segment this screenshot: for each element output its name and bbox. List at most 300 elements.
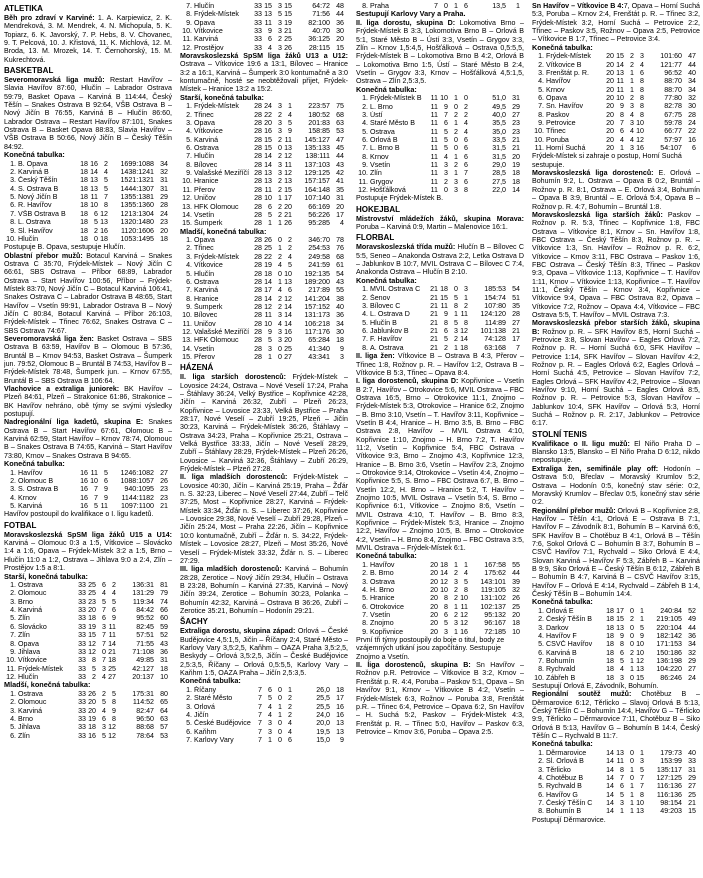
cell-v: 1 [630, 807, 634, 816]
cell-v: 12 [284, 169, 292, 178]
cell-v: 13 [90, 176, 98, 185]
cell-pt: 63 [160, 714, 168, 723]
cell-v: 14 [440, 569, 448, 578]
cell-pt: 16 [336, 702, 344, 711]
cell-pt: 23 [512, 127, 520, 136]
cell-v: 1 [620, 144, 624, 153]
cell-sc: 59:78 [664, 119, 682, 128]
cell-v: 5 [444, 136, 448, 144]
cell-v: 3 [278, 160, 282, 169]
cell-nm: Rychvald B [546, 782, 582, 791]
cell-n: 5. [10, 193, 16, 202]
cell-sc: 82:78 [664, 102, 682, 111]
cell-sc: 20,0 [316, 719, 330, 728]
cell-nm: Karviná [18, 502, 43, 511]
cell-sc: 15,0 [316, 735, 330, 744]
cell-n: 9. [10, 647, 16, 656]
cell-v: 2 [454, 110, 458, 119]
cell-v: 3 [454, 177, 458, 186]
cell-v: 7 [258, 719, 262, 728]
cell-sc: 49:203 [660, 807, 682, 816]
cell-n: 7. [186, 152, 192, 161]
cell-nm: Zábřeh B [546, 673, 576, 682]
standings-table-row [180, 136, 348, 144]
cell-pt: 35 [512, 302, 520, 311]
cell-v: 20 [430, 586, 438, 595]
standings-table-row [4, 698, 172, 706]
cell-v: 20 [430, 627, 438, 636]
cell-n: 13. [182, 336, 192, 345]
cell-sc: 240:84 [660, 606, 682, 615]
cell-v: 33 [78, 639, 86, 648]
cell-v: 6 [102, 714, 106, 723]
cell-v: 18 [606, 623, 614, 632]
note-text: Postupují Děrmarovice. [532, 815, 606, 824]
cell-pt: 18 [160, 664, 168, 673]
cell-v: 2 [454, 335, 458, 344]
cell-sc: 241:59 [308, 261, 330, 270]
cell-v: 3 [444, 161, 448, 170]
standings-table [180, 686, 348, 744]
cell-sc: 121:77 [660, 60, 682, 69]
cell-v: 20 [88, 698, 96, 707]
cell-v: 28 [254, 336, 262, 345]
cell-n: 1. [362, 561, 368, 569]
cell-pt: 28 [512, 310, 520, 319]
cell-v: 11 [460, 310, 468, 319]
cell-nm: Petrovice [546, 119, 576, 128]
cell-n: 12. [182, 43, 192, 52]
cell-n: 1. [538, 606, 544, 615]
cell-sc: 102:137 [480, 602, 506, 611]
cell-v: 1 [640, 615, 644, 624]
cell-v: 28 [254, 127, 262, 136]
cell-v: 5 [268, 336, 272, 345]
results-paragraph-lead: Extraliga žen, semifinále play off: [532, 464, 659, 473]
cell-sc: 101:60 [660, 52, 682, 61]
cell-v: 18 [606, 665, 614, 674]
cell-sc: 104:220 [656, 665, 682, 674]
cell-v: 13 [636, 807, 644, 816]
results-paragraph: Oblastní přebor mužů: Botacul Karviná – Snakes Ostrava C 35:70, Frýdek-Místek – Nový Jičín C 66:61, SBS Ostrava – Příbor 68:89, Labrador Ostrava – Start Havířov 100:56, Příbor – Frýdek-Místek 83:70, Nový Jičín C – Botacul Karviná 106:41, Snakes Ostrava C – Labrador Ostrava B 48:65, Start Havířov – Vsetín 99:91, Labrador Ostrava B – Nový Jičín C 80:84, Botacul Karviná – Příbor 26:103, Frýdek-Místek – Třinec 76:62, Snakes Ostrava C – SBS Ostrava 74:67. [4, 251, 172, 335]
standings-table-row [532, 52, 700, 60]
cell-n: 9. [186, 18, 192, 27]
cell-v: 6 [464, 2, 468, 10]
cell-v: 20 [430, 619, 438, 628]
cell-v: 7 [102, 631, 106, 640]
cell-v: 8 [92, 656, 96, 665]
standings-table-row [356, 335, 524, 343]
cell-nm: Bohumín [546, 656, 575, 665]
cell-v: 2 [288, 236, 292, 245]
cell-n: 2. [362, 293, 368, 302]
cell-pt: 23 [160, 485, 168, 494]
cell-v: 20 [88, 606, 96, 615]
standings-table [4, 690, 172, 740]
cell-v: 1 [454, 627, 458, 636]
cell-n: 9. [362, 161, 368, 170]
cell-v: 2 [278, 185, 282, 194]
cell-pt: 29 [160, 193, 168, 202]
cell-v: 18 [80, 159, 88, 168]
cell-v: 0 [630, 673, 634, 682]
cell-v: 24 [264, 102, 272, 111]
standings-table-row [180, 194, 348, 202]
cell-nm: Kaňhm [194, 727, 217, 736]
cell-n: 1. [538, 52, 544, 61]
standings-table-row [180, 44, 348, 52]
cell-pt: 35 [336, 185, 344, 194]
cell-pt: 33 [688, 757, 696, 766]
cell-v: 15 [616, 615, 624, 624]
cell-pt: 6 [692, 144, 696, 153]
cell-v: 12 [88, 639, 96, 648]
cell-sc: 192:135 [304, 269, 330, 278]
results-paragraph: Nadregionální liga kadetů, skupina E: Snakes Ostrava B – Start Havířov 67:61, Olomouc B – Karviná 62:59, Start Havířov – Krnov 78:74, Olomouc B – Snakes Ostrava B 74:65, Karviná – Start Havířov 73:80, Krnov – Snakes Ostrava B 94:65. [4, 418, 172, 460]
cell-n: 3. [538, 623, 544, 632]
cell-v: 28 [254, 135, 262, 144]
cell-v: 33 [78, 647, 86, 656]
results-paragraph: Severomoravská liga mužů: Restart Havířov – Slavia Havířov 87:60, Hlučín – Labrador Ostrava 59:79, Basket Opava – Karviná B 114:44, Český Těšín – Snakes Ostrava B 92:64, VŠB Ostrava B – Nový Jičín B 76:55, Karviná B – Hlučín 86:60, Labrador Ostrava – Restart Havířov 87:101, Snakes Ostrava B – Basket Opava 88:83, Slavia Havířov – VŠB Ostrava B 50:66, Nový Jičín B – Český Těšín 84:92. [4, 76, 172, 151]
cell-v: 8 [464, 186, 468, 195]
cell-nm: Děrmarovice [546, 749, 587, 757]
cell-v: 33 [78, 664, 86, 673]
cell-v: 18 [80, 201, 88, 210]
cell-v: 4 [268, 710, 272, 719]
cell-v: 18 [80, 193, 88, 202]
cell-v: 20 [430, 611, 438, 620]
cell-v: 2 [288, 694, 292, 703]
cell-v: 0 [278, 344, 282, 353]
cell-v: 11 [616, 85, 624, 94]
cell-v: 33 [254, 27, 262, 36]
cell-v: 7 [258, 702, 262, 711]
cell-nm: A. Ostrava [370, 343, 404, 352]
cell-n: 1. [362, 94, 368, 103]
cell-v: 7 [434, 2, 438, 10]
cell-v: 12 [440, 577, 448, 586]
cell-v: 33 [78, 589, 86, 598]
cell-sc: 88:68 [136, 723, 154, 732]
cell-v: 3 [278, 43, 282, 52]
cell-v: 18 [606, 656, 614, 665]
cell-v: 0 [278, 144, 282, 153]
cell-v: 2 [278, 210, 282, 219]
cell-sc: 1053:1495 [120, 234, 154, 243]
cell-v: 16 [460, 627, 468, 636]
cell-sc: 31,5 [492, 144, 506, 153]
cell-nm: S. Ostrava B [18, 485, 59, 494]
cell-sc: 220:104 [656, 623, 682, 632]
cell-nm: Olomouc [18, 589, 47, 598]
cell-v: 2 [444, 343, 448, 352]
standings-table-row [532, 119, 700, 127]
cell-v: 5 [268, 210, 272, 219]
cell-v: 8 [640, 77, 644, 86]
cell-v: 17 [616, 606, 624, 615]
cell-v: 9 [620, 102, 624, 111]
standings-table-row [180, 345, 348, 353]
cell-pt: 41 [336, 177, 344, 186]
cell-n: 3. [186, 252, 192, 261]
cell-n: 9. [538, 119, 544, 128]
cell-n: 4. [538, 774, 544, 783]
cell-v: 2 [278, 202, 282, 211]
cell-nm: Karviná [194, 35, 219, 44]
cell-pt: 44 [336, 152, 344, 161]
cell-v: 13 [284, 177, 292, 186]
cell-v: 11 [264, 311, 272, 320]
cell-v: 16 [80, 502, 88, 511]
cell-v: 11 [430, 169, 438, 178]
cell-sc: 127:125 [656, 774, 682, 783]
standings-table [532, 52, 700, 152]
cell-pt: 23 [160, 493, 168, 502]
standings-table-row [4, 715, 172, 723]
results-paragraph-lead: Běh pro zdraví v Karviné: [4, 14, 95, 22]
cell-sc: 157:157 [304, 177, 330, 186]
cell-v: 3 [630, 144, 634, 153]
cell-pt: 31 [160, 184, 168, 193]
cell-v: 3 [278, 119, 282, 128]
cell-pt: 32 [688, 648, 696, 657]
cell-v: 2 [630, 648, 634, 657]
cell-v: 7 [620, 774, 624, 783]
standings-table-row [4, 210, 172, 218]
cell-v: 22 [264, 110, 272, 119]
standings-table-row [180, 253, 348, 261]
cell-v: 11 [100, 502, 108, 511]
cell-n: 3. [362, 110, 368, 119]
cell-v: 1 [278, 244, 282, 253]
cell-pt: 47 [336, 135, 344, 144]
cell-n: 7. [538, 799, 544, 808]
cell-nm: Brno [18, 597, 33, 606]
cell-v: 10 [636, 127, 644, 136]
cell-sc: 25,5 [316, 702, 330, 711]
cell-pt: 29 [512, 102, 520, 111]
cell-v: 8 [640, 85, 644, 94]
cell-nm: Slovácko [18, 622, 47, 631]
cell-v: 4 [444, 152, 448, 161]
cell-nm: Frýdek-Místek [18, 664, 63, 673]
standings-table-row [180, 311, 348, 319]
cell-v: 5 [444, 127, 448, 136]
cell-v: 10 [636, 640, 644, 649]
cell-n: 1. [186, 236, 192, 245]
cell-v: 0 [102, 647, 106, 656]
cell-v: 4 [268, 43, 272, 52]
cell-pt: 31 [336, 194, 344, 203]
cell-v: 2 [464, 110, 468, 119]
cell-nm: Frýdek-Místek B [370, 94, 422, 103]
cell-v: 0 [278, 719, 282, 728]
cell-nm: Vítkovice [194, 27, 223, 36]
cell-v: 0 [278, 685, 282, 694]
cell-v: 19 [284, 18, 292, 27]
cell-nm: Jablunkov B [370, 327, 409, 336]
cell-v: 2 [278, 110, 282, 119]
cell-nm: Havířov [18, 468, 43, 477]
cell-v: 5 [102, 698, 106, 707]
cell-v: 16 [90, 159, 98, 168]
cell-pt: 61 [336, 261, 344, 270]
cell-n: 7. [538, 656, 544, 665]
cell-v: 13 [616, 749, 624, 757]
cell-sc: 29,0 [492, 161, 506, 170]
cell-v: 4 [464, 119, 468, 128]
cell-v: 15 [264, 144, 272, 153]
cell-v: 16 [264, 127, 272, 136]
cell-nm: Frýdek-Místek [194, 252, 239, 261]
cell-v: 6 [288, 286, 292, 295]
cell-nm: Bílovec C [370, 302, 401, 311]
cell-v: 13 [284, 277, 292, 286]
cell-sc: 95:132 [484, 611, 506, 620]
cell-sc: 135:133 [304, 144, 330, 153]
cell-v: 9 [620, 631, 624, 640]
cell-pt: 21 [512, 144, 520, 153]
cell-sc: 66:77 [664, 127, 682, 136]
cell-v: 21 [284, 27, 292, 36]
cell-n: 6. [186, 727, 192, 736]
cell-sc: 71:56 [312, 10, 330, 19]
cell-n: 4. [362, 119, 368, 128]
standings-table-row [532, 136, 700, 144]
cell-v: 18 [80, 168, 88, 177]
cell-nm: Orlová [194, 702, 215, 711]
cell-pt: 44 [688, 60, 696, 69]
cell-n: 4. [538, 631, 544, 640]
cell-sc: 33,5 [492, 136, 506, 144]
cell-v: 20 [606, 102, 614, 111]
cell-v: 1 [640, 749, 644, 757]
results-paragraph: II. liga dorostenců, skupina B: Sn Havířov – Rožnov p.R. Petrovice – Vítkovice B 3:2, Krnov – Frenštát p. R. 4:4, Poruba – Paskov 5:1, Opava – Sn Havířov 9:1, Krnov – Vítkovice B 4:2, Vsetín – Frýdek-Místek 6:3, Rožnov – Poruba 3:8, Frenštát p.R. – Třinec 6:4, Petrovice – Opava 6:2, Sn Havířov – H. Suchá 5:2, Paskov – Frýdek-Místek 4:3, Frenštát p. R. – Třinec 5:0, Havířov – Paskov 6:3, Petrovice – Krnov 3:6, Poruba – Opava 2:5. [356, 661, 524, 736]
column-4 [532, 2, 700, 876]
standings-table-row [180, 2, 348, 10]
cell-nm: Bílovec [194, 160, 218, 169]
cell-v: 33 [254, 10, 262, 19]
standings-table-row [532, 782, 700, 790]
cell-v: 27 [108, 672, 116, 681]
cell-v: 18 [108, 656, 116, 665]
cell-v: 4 [630, 127, 634, 136]
cell-n: 12. [182, 327, 192, 336]
cell-v: 14 [606, 807, 614, 816]
cell-v: 2 [454, 127, 458, 136]
standings-table-row [356, 144, 524, 152]
cell-v: 15 [440, 293, 448, 302]
cell-v: 11 [284, 160, 292, 169]
cell-v: 1 [454, 561, 458, 569]
cell-v: 14 [264, 277, 272, 286]
cell-v: 4 [278, 286, 282, 295]
cell-nm: Ostrava [194, 277, 219, 286]
cell-v: 28 [254, 119, 262, 128]
cell-v: 16 [80, 493, 88, 502]
cell-pt: 25 [688, 790, 696, 799]
cell-v: 7 [94, 485, 98, 494]
cell-n: 8. [362, 343, 368, 352]
cell-v: 11 [430, 152, 438, 161]
cell-n: 8. [186, 10, 192, 19]
cell-pt: 55 [336, 286, 344, 295]
standings-table-row [532, 102, 700, 110]
cell-v: 21 [430, 327, 438, 336]
cell-pt: 32 [512, 586, 520, 595]
cell-v: 14 [606, 799, 614, 808]
cell-nm: Český Těšín C [546, 799, 593, 808]
cell-n: 11. [6, 664, 16, 673]
cell-pt: 59 [160, 622, 168, 631]
results-paragraph-lead: I. liga dorostenců, skupina D: [356, 377, 459, 386]
cell-nm: Hlučín [194, 2, 215, 10]
cell-pt: 60 [160, 614, 168, 623]
cell-v: 26 [88, 689, 96, 698]
cell-n: 2. [10, 698, 16, 707]
cell-v: 20 [606, 110, 614, 119]
cell-pt: 27 [688, 782, 696, 791]
standings-table-row [180, 295, 348, 303]
cell-n: 4. [538, 77, 544, 86]
cell-v: 14 [264, 152, 272, 161]
cell-pt: 28 [160, 201, 168, 210]
cell-v: 14 [606, 790, 614, 799]
cell-nm: L. Brno B [370, 144, 400, 153]
cell-n: 4. [186, 127, 192, 136]
cell-v: 13 [616, 623, 624, 632]
standings-table [4, 581, 172, 681]
cell-sc: 84:42 [136, 606, 154, 615]
cell-sc: 150:186 [656, 648, 682, 657]
cell-pt: 1 [516, 2, 520, 10]
cell-nm: Valašské Meziříčí [194, 327, 250, 336]
cell-v: 28 [254, 244, 262, 253]
cell-n: 5. [10, 502, 16, 511]
cell-v: 0 [454, 136, 458, 144]
section-heading: ATLETIKA [4, 4, 43, 13]
cell-pt: 20 [512, 152, 520, 161]
cell-v: 28 [254, 185, 262, 194]
cell-nm: R. Havířov [18, 201, 52, 210]
results-paragraph: Extraliga žen, semifinále play off: Hodonín – Ostrava 5:0, Břeclav – Moravský Krumlov 5:2, Ostrava – Hodonín 0:5, konečný stav série: 0:2, Moravský Krumlov – Břeclav 0:5, konečný stav série 0:2. [532, 464, 700, 507]
cell-pt: 54 [336, 269, 344, 278]
cell-nm: Orlová E [546, 606, 574, 615]
cell-v: 5 [444, 619, 448, 628]
standings-table-row [180, 353, 348, 361]
standings-table-row [532, 807, 700, 815]
cell-v: 2 [278, 135, 282, 144]
cell-nm: Vsetín [370, 611, 391, 620]
cell-pt: 9 [340, 344, 344, 353]
cell-pt: 63 [336, 119, 344, 128]
cell-n: 10. [6, 656, 16, 665]
cell-pt: 19 [512, 161, 520, 170]
standings-table-row [356, 111, 524, 119]
note-text: Sestupují Orlová E, Závodník, Bohumín. [532, 682, 659, 690]
cell-v: 12 [460, 619, 468, 628]
cell-nm: B. Brno [370, 569, 394, 578]
cell-pt: 28 [688, 110, 696, 119]
cell-v: 11 [430, 119, 438, 128]
cell-v: 19 [88, 714, 96, 723]
cell-nm: Bohumín B [546, 807, 582, 816]
cell-v: 18 [606, 606, 614, 615]
standings-table-row [356, 153, 524, 161]
cell-v: 2 [288, 702, 292, 711]
cell-v: 1 [454, 169, 458, 178]
cell-sc: 43:341 [308, 352, 330, 361]
